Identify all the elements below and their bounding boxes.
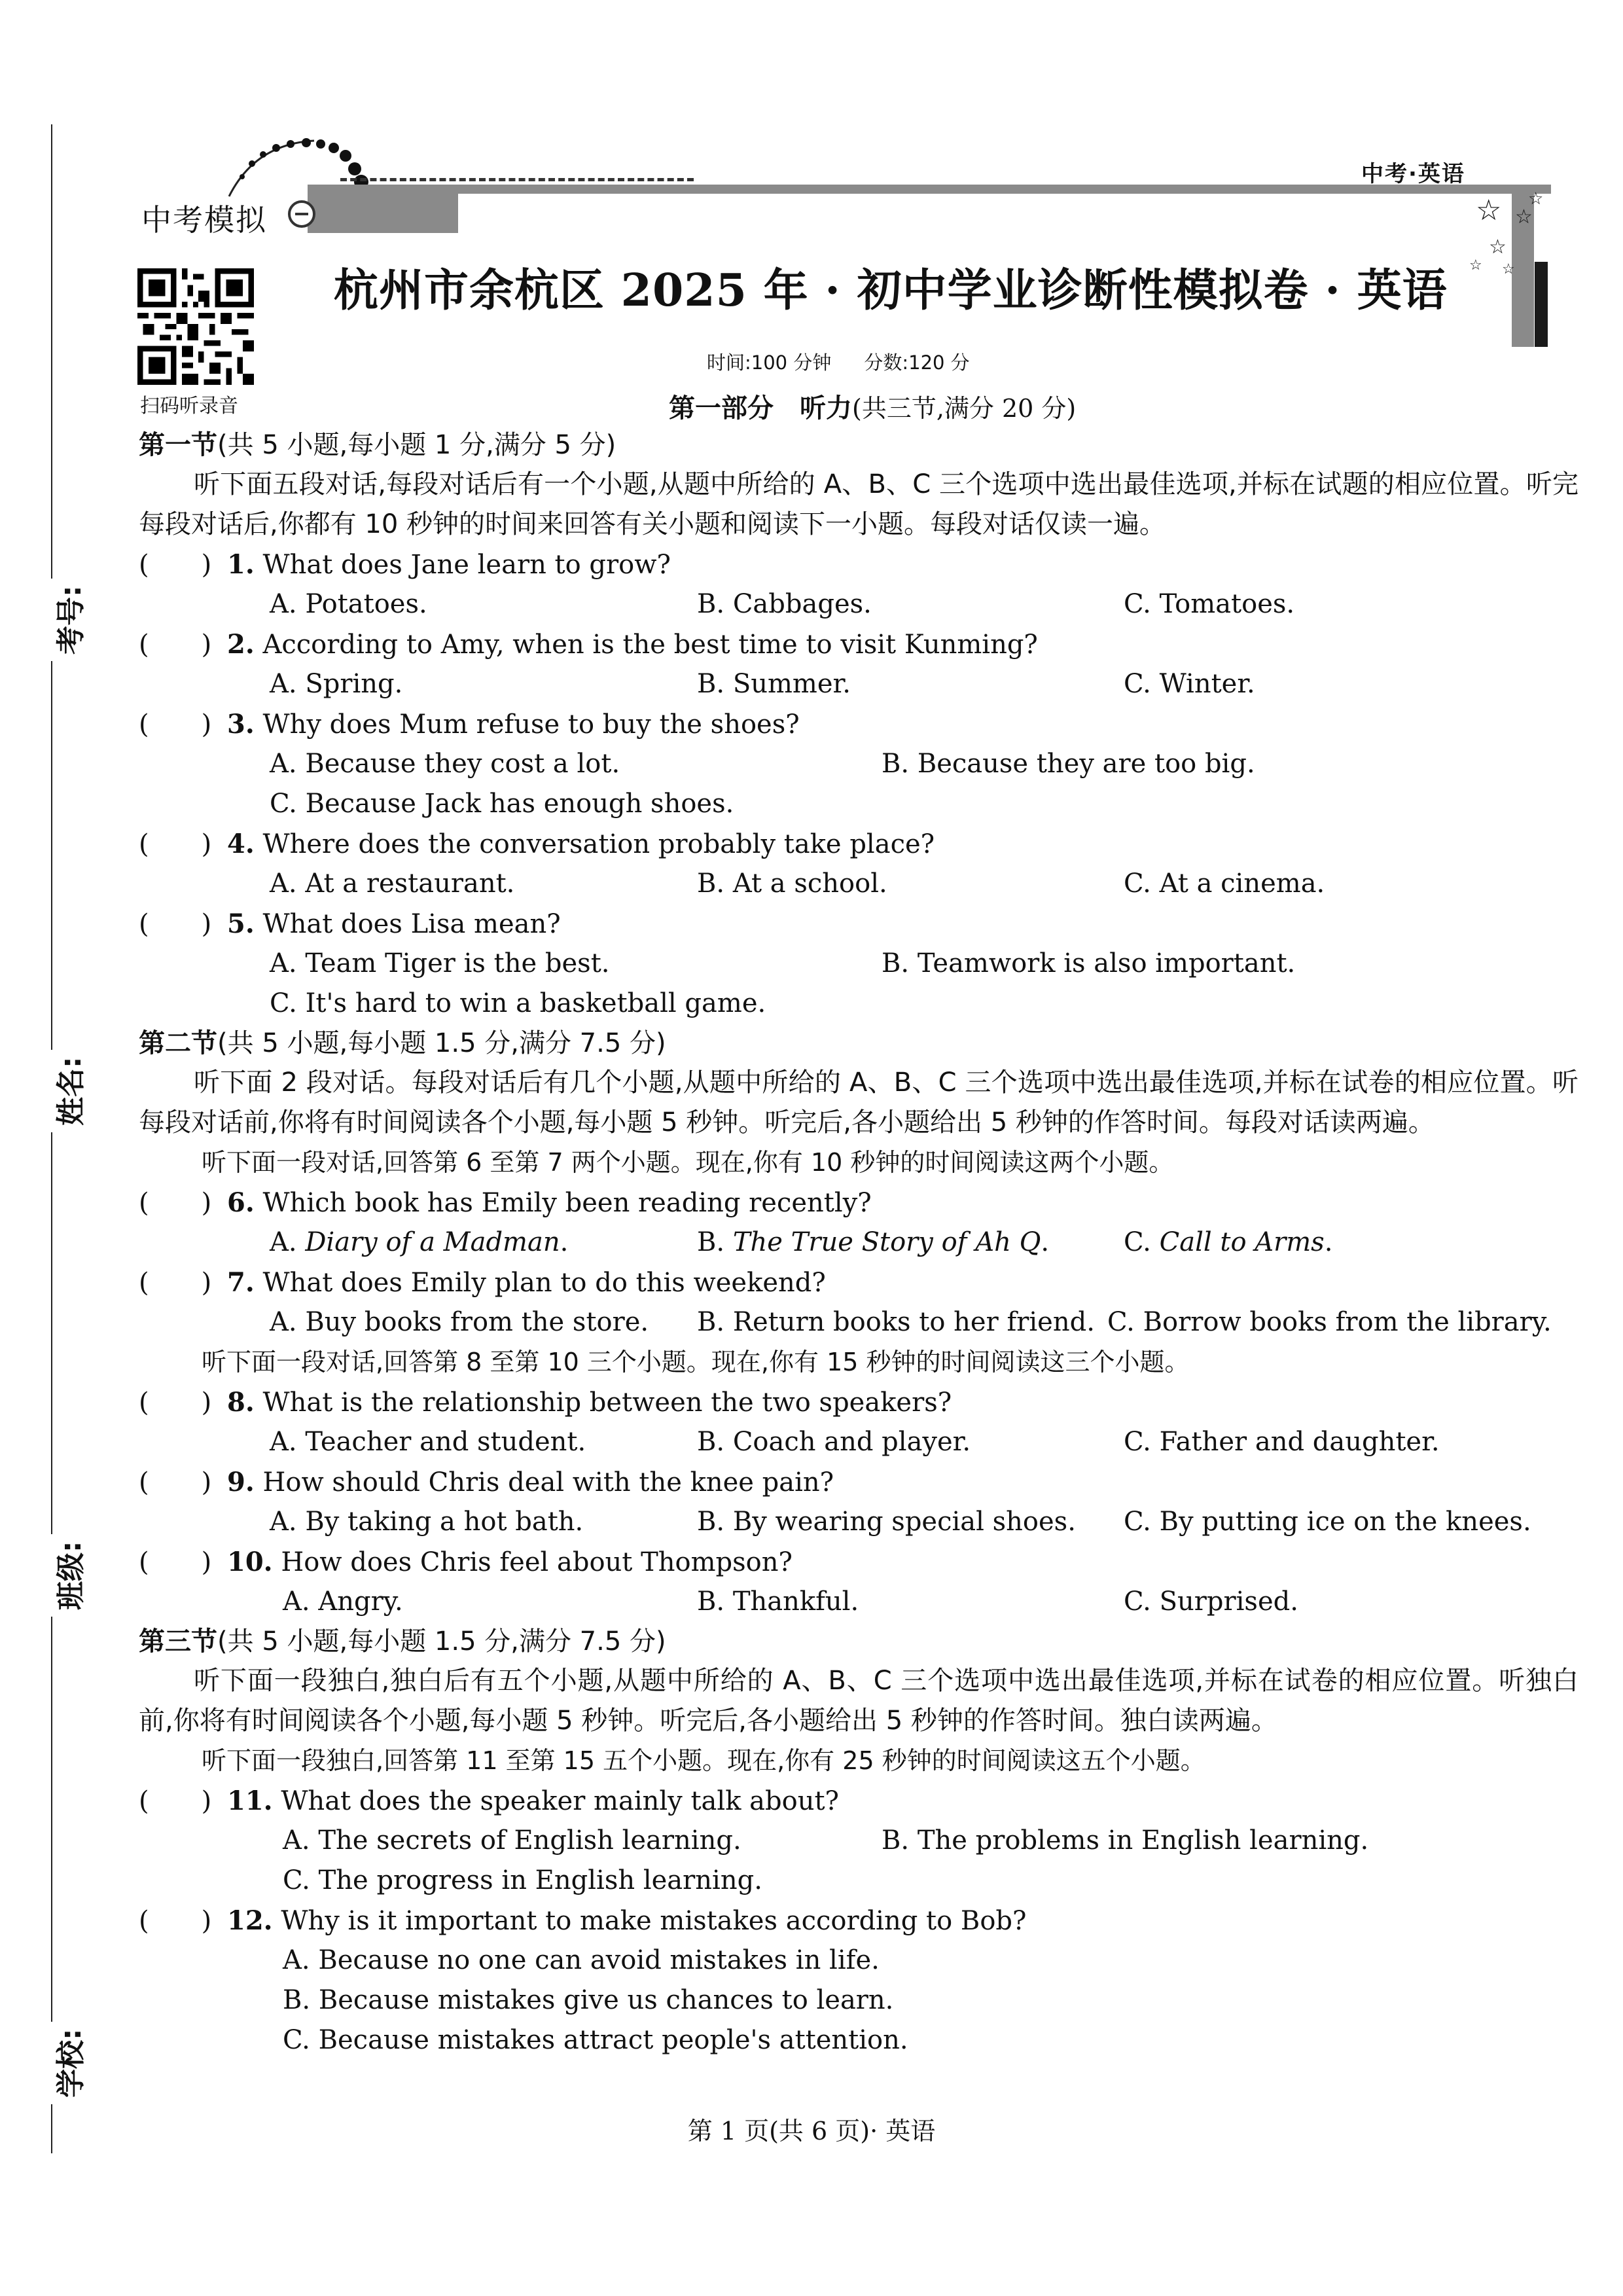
- section-heading: 第二节(共 5 小题,每小题 1.5 分,满分 7.5 分): [139, 1028, 666, 1058]
- listening-lead: 听下面一段对话,回答第 6 至第 7 两个小题。现在,你有 10 秒钟的时间阅读这两个小题。: [202, 1148, 1174, 1177]
- option: C. Father and daughter.: [1124, 1427, 1440, 1457]
- section-instruction: 听下面 2 段对话。每段对话后有几个小题,从题中所给的 A、B、C 三个选项中选出最佳选项,并标在试卷的相应位置。听每段对话前,你将有时间阅读各个小题,每小题 5 秒钟。听完后,各小题给出 5 秒钟的作答时间。每段对话读两遍。: [139, 1067, 1578, 1138]
- qr-code-icon: [137, 268, 254, 385]
- options-row: [139, 1502, 1578, 1542]
- option: A. By taking a hot bath.: [270, 1507, 584, 1537]
- option: A. Because they cost a lot.: [270, 749, 620, 779]
- option: A. Diary of a Madman.: [270, 1227, 569, 1257]
- question: ( ) 8. What is the relationship between the two speakers?: [139, 1382, 1578, 1422]
- option: B. Return books to her friend.: [697, 1307, 1095, 1337]
- page-title: 杭州市余杭区 2025 年 · 初中学业诊断性模拟卷 · 英语: [334, 264, 1448, 317]
- options-row: [139, 584, 1578, 624]
- options-row: [139, 1861, 1578, 1901]
- options-row: [139, 1981, 1578, 2020]
- option: B. Cabbages.: [697, 589, 872, 619]
- option: C. Tomatoes.: [1124, 589, 1295, 619]
- options-row: [139, 984, 1578, 1024]
- section-instruction: 听下面五段对话,每段对话后有一个小题,从题中所给的 A、B、C 三个选项中选出最佳选项,并标在试题的相应位置。听完每段对话后,你都有 10 秒钟的时间来回答有关小题和阅读下一小题。每段对话仅读一遍。: [139, 469, 1578, 539]
- options-row: [139, 864, 1578, 904]
- options-row: [139, 1821, 1578, 1861]
- option: B. Because they are too big.: [882, 749, 1255, 779]
- question: ( ) 6. Which book has Emily been reading recently?: [139, 1183, 1578, 1223]
- options-row: [139, 664, 1578, 704]
- option: C. At a cinema.: [1124, 869, 1325, 899]
- option: A. Because no one can avoid mistakes in life.: [283, 1945, 880, 1975]
- option: B. Teamwork is also important.: [882, 948, 1296, 978]
- exam-time: 时间:100 分钟: [707, 351, 832, 374]
- question: ( ) 3. Why does Mum refuse to buy the shoes?: [139, 704, 1578, 744]
- option: B. At a school.: [697, 869, 887, 899]
- question: ( ) 7. What does Emily plan to do this weekend?: [139, 1263, 1578, 1302]
- option: A. Teacher and student.: [270, 1427, 586, 1457]
- option: A. Angry.: [283, 1587, 403, 1617]
- answer-bracket[interactable]: ( ): [139, 1547, 212, 1577]
- question: ( ) 9. How should Chris deal with the knee pain?: [139, 1462, 1578, 1502]
- binding-line: [51, 124, 52, 2153]
- option: B. Summer.: [697, 669, 851, 699]
- name-field[interactable]: 姓名:: [47, 1050, 89, 1132]
- exam-score: 分数:120 分: [864, 351, 970, 374]
- option: C. Borrow books from the library.: [1107, 1307, 1552, 1337]
- options-row: [139, 744, 1578, 784]
- option: A. Potatoes.: [270, 589, 427, 619]
- option: A. Buy books from the store.: [270, 1307, 649, 1337]
- listening-lead: 听下面一段对话,回答第 8 至第 10 三个小题。现在,你有 15 秒钟的时间阅读这三个小题。: [202, 1348, 1190, 1376]
- option: B. The problems in English learning.: [882, 1825, 1369, 1856]
- section-heading: 第三节(共 5 小题,每小题 1.5 分,满分 7.5 分): [139, 1626, 666, 1657]
- question: ( ) 1. What does Jane learn to grow?: [139, 545, 1578, 584]
- header-bar-dark: [1535, 262, 1548, 347]
- answer-bracket[interactable]: ( ): [139, 1188, 212, 1218]
- option: A. At a restaurant.: [270, 869, 515, 899]
- page-footer: 第 1 页(共 6 页)· 英语: [687, 2117, 936, 2145]
- option: C. It's hard to win a basketball game.: [270, 988, 766, 1018]
- option: C. Winter.: [1124, 669, 1255, 699]
- exam-number-field[interactable]: 考号:: [47, 579, 89, 661]
- options-row: [139, 1223, 1578, 1263]
- options-row: [139, 2020, 1578, 2060]
- part-title: 第一部分 听力(共三节,满分 20 分): [669, 393, 1077, 423]
- answer-bracket[interactable]: ( ): [139, 1467, 212, 1498]
- question: ( ) 12. Why is it important to make mistakes according to Bob?: [139, 1901, 1578, 1941]
- question: ( ) 11. What does the speaker mainly talk about?: [139, 1781, 1578, 1821]
- answer-bracket[interactable]: ( ): [139, 550, 212, 580]
- answer-bracket[interactable]: ( ): [139, 1268, 212, 1298]
- header-dashed-line: [340, 178, 694, 181]
- options-row: [139, 784, 1578, 824]
- option: B. The True Story of Ah Q.: [697, 1227, 1050, 1257]
- listening-lead: 听下面一段独白,回答第 11 至第 15 五个小题。现在,你有 25 秒钟的时间阅读这五个小题。: [202, 1746, 1205, 1775]
- option: C. Surprised.: [1124, 1587, 1298, 1617]
- option: C. Because mistakes attract people's attention.: [283, 2025, 908, 2055]
- option: B. Because mistakes give us chances to learn.: [283, 1985, 894, 2015]
- answer-bracket[interactable]: ( ): [139, 1906, 212, 1936]
- option: C. By putting ice on the knees.: [1124, 1507, 1531, 1537]
- question: ( ) 5. What does Lisa mean?: [139, 904, 1578, 944]
- option: C. The progress in English learning.: [283, 1865, 762, 1895]
- qr-caption: 扫码听录音: [140, 395, 238, 418]
- section-heading: 第一节(共 5 小题,每小题 1 分,满分 5 分): [139, 430, 616, 460]
- option: B. Coach and player.: [697, 1427, 971, 1457]
- answer-bracket[interactable]: ( ): [139, 709, 212, 740]
- options-row: [139, 944, 1578, 984]
- option: B. By wearing special shoes.: [697, 1507, 1076, 1537]
- question: ( ) 2. According to Amy, when is the best time to visit Kunming?: [139, 624, 1578, 664]
- options-row: [139, 1941, 1578, 1981]
- exam-content: [139, 425, 1578, 2060]
- option: C. Because Jack has enough shoes.: [270, 789, 734, 819]
- options-row: [139, 1582, 1578, 1622]
- options-row: [139, 1302, 1578, 1342]
- question: ( ) 4. Where does the conversation probably take place?: [139, 824, 1578, 864]
- answer-bracket[interactable]: ( ): [139, 1786, 212, 1816]
- option: B. Thankful.: [697, 1587, 859, 1617]
- answer-bracket[interactable]: ( ): [139, 829, 212, 859]
- exam-meta: [707, 348, 970, 375]
- series-label: 中考模拟: [141, 202, 267, 238]
- option: A. Team Tiger is the best.: [270, 948, 610, 978]
- school-field[interactable]: 学校:: [47, 2022, 89, 2104]
- option: A. Spring.: [270, 669, 403, 699]
- answer-bracket[interactable]: ( ): [139, 909, 212, 939]
- answer-bracket[interactable]: ( ): [139, 630, 212, 660]
- minus-circle-icon: [288, 200, 315, 228]
- class-field[interactable]: 班级:: [47, 1534, 89, 1617]
- option: A. The secrets of English learning.: [283, 1825, 741, 1856]
- options-row: [139, 1422, 1578, 1462]
- question: ( ) 10. How does Chris feel about Thompson?: [139, 1542, 1578, 1582]
- series-box: [308, 194, 458, 233]
- section-instruction: 听下面一段独白,独白后有五个小题,从题中所给的 A、B、C 三个选项中选出最佳选项,并标在试卷的相应位置。听独白前,你将有时间阅读各个小题,每小题 5 秒钟。听完后,各小题给出 5 秒钟的作答时间。独白读两遍。: [139, 1666, 1578, 1736]
- option: C. Call to Arms.: [1124, 1227, 1333, 1257]
- answer-bracket[interactable]: ( ): [139, 1388, 212, 1418]
- subject-tag: 中考·英语: [1361, 161, 1465, 187]
